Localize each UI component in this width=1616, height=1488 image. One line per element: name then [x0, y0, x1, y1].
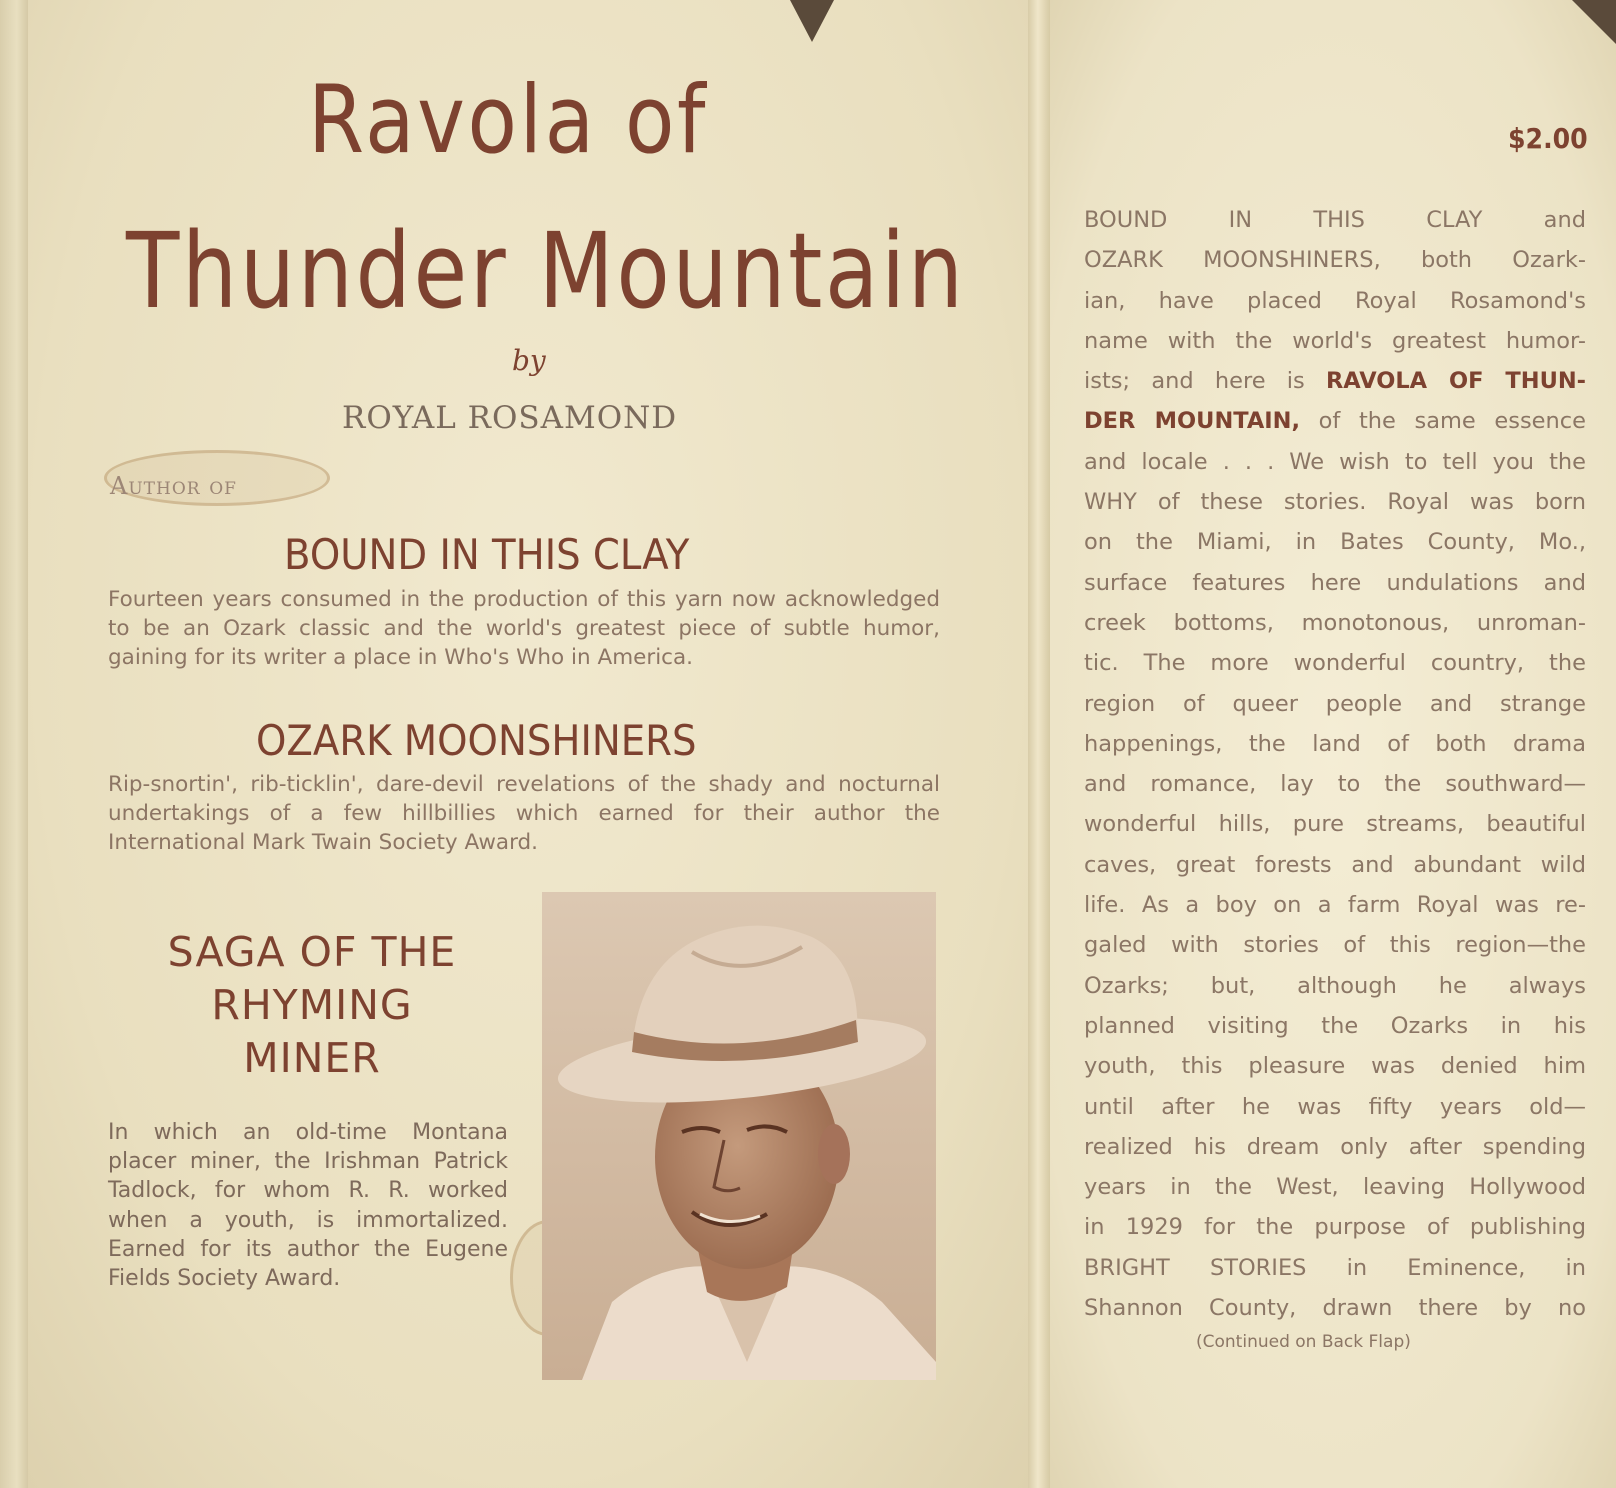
flap-text-line: [1084, 401, 1586, 441]
flap-text-line: [1084, 804, 1586, 844]
flap-text-line: [1084, 966, 1586, 1006]
flap-text-run: surface features here undulations and: [1084, 569, 1586, 596]
flap-text-run: ists; and here is: [1084, 368, 1326, 395]
flap-text-run: on the Miami, in Bates County, Mo.,: [1084, 529, 1586, 556]
saga-title: [112, 926, 512, 1085]
flap-text-run: of the same essence: [1300, 408, 1586, 435]
other-book-title: OZARK MOONSHINERS: [256, 716, 697, 765]
flap-text-bold: RAVOLA OF THUN-: [1325, 368, 1587, 395]
flap-text-run: life. As a boy on a farm Royal was re-: [1084, 892, 1586, 919]
flap-text-line: [1084, 1167, 1586, 1207]
author-name: ROYAL ROSAMOND: [342, 400, 678, 436]
flap-text-run: galed with stories of this region—the: [1084, 932, 1586, 959]
flap-text-line: [1084, 1207, 1586, 1247]
flap-text-line: [1084, 442, 1586, 482]
flap-text-line: [1084, 603, 1586, 643]
flap-text-run: BRIGHT STORIES in Eminence, in: [1084, 1254, 1586, 1281]
flap-text-line: [1084, 563, 1586, 603]
by-label: by: [512, 344, 546, 377]
flap-text-run: realized his dream only after spending: [1084, 1133, 1586, 1160]
flap-text-line: [1084, 1127, 1586, 1167]
flap-blurb: [1084, 200, 1586, 1328]
book-title-line-2: Thunder Mountain: [126, 210, 966, 332]
book-title-line-1: Ravola of: [308, 66, 709, 175]
flap-text-run: planned visiting the Ozarks in his: [1084, 1012, 1586, 1039]
flap-text-run: BOUND IN THIS CLAY and: [1084, 207, 1586, 233]
flap-text-line: [1084, 643, 1586, 683]
author-portrait-photo: [542, 892, 936, 1380]
flap-text-line: [1084, 482, 1586, 522]
flap-text-run: wonderful hills, pure streams, beautiful: [1084, 811, 1586, 838]
flap-text-run: until after he was fifty years old—: [1084, 1093, 1586, 1120]
flap-clipped-corner: [1572, 0, 1616, 44]
flap-text-line: [1084, 1006, 1586, 1046]
spine-edge: [0, 0, 29, 1488]
flap-text-run: and romance, lay to the southward—: [1084, 771, 1586, 798]
flap-text-line: [1084, 1288, 1586, 1328]
flap-text-line: [1084, 1087, 1586, 1127]
flap-text-line: [1084, 361, 1586, 401]
flap-text-run: and locale . . . We wish to tell you the: [1084, 448, 1586, 475]
flap-text-run: Shannon County, drawn there by no: [1084, 1295, 1586, 1322]
flap-text-run: ian, have placed Royal Rosamond's: [1084, 287, 1586, 314]
flap-text-line: [1084, 764, 1586, 804]
flap-text-bold: DER MOUNTAIN,: [1084, 408, 1301, 435]
continued-note: (Continued on Back Flap): [1196, 1332, 1411, 1352]
price-label: $2.00: [1508, 122, 1588, 155]
flap-text-line: [1084, 885, 1586, 925]
flap-text-run: happenings, the land of both drama: [1084, 730, 1586, 757]
flap-fold: [1028, 0, 1050, 1488]
flap-text-line: [1084, 684, 1586, 724]
flap-text-line: [1084, 200, 1586, 240]
other-book-title: BOUND IN THIS CLAY: [284, 530, 690, 579]
flap-text-run: WHY of these stories. Royal was born: [1084, 489, 1586, 516]
flap-text-line: [1084, 724, 1586, 764]
other-book-description: Rip-snortin', rib-ticklin', dare-devil revelations of the shady and nocturnal undertakings of a few hillbillies which earned for their author the International Mark Twain Society Award.: [108, 772, 940, 855]
other-book-description: Fourteen years consumed in the production of this yarn now acknowledged to be an Ozark classic and the world's greatest piece of subtle humor, gaining for its writer a place in Who's Who in America.: [108, 587, 940, 670]
torn-notch: [790, 0, 834, 42]
flap-text-run: years in the West, leaving Hollywood: [1084, 1174, 1586, 1201]
flap-text-line: [1084, 925, 1586, 965]
flap-text-run: region of queer people and strange: [1084, 690, 1586, 717]
flap-text-line: [1084, 1046, 1586, 1086]
flap-text-run: tic. The more wonderful country, the: [1084, 650, 1586, 677]
flap-text-line: [1084, 845, 1586, 885]
flap-text-run: caves, great forests and abundant wild: [1084, 851, 1586, 878]
flap-text-run: youth, this pleasure was denied him: [1084, 1053, 1586, 1080]
saga-title-line: MINER: [243, 1034, 381, 1082]
saga-title-line: RHYMING: [211, 981, 413, 1029]
flap-text-run: in 1929 for the purpose of publishing: [1084, 1214, 1586, 1241]
saga-description: In which an old-time Montana placer miner, the Irishman Patrick Tadlock, for whom R. R. worked when a youth, is immortalized. Earned for its author the Eugene Fields Society Award.: [108, 1120, 508, 1292]
flap-text-line: [1084, 522, 1586, 562]
portrait-illustration: [542, 892, 936, 1380]
flap-text-line: [1084, 240, 1586, 280]
flap-text-line: [1084, 281, 1586, 321]
flap-text-run: OZARK MOONSHINERS, both Ozark-: [1084, 247, 1586, 274]
saga-title-line: SAGA OF THE: [167, 928, 457, 976]
flap-text-run: creek bottoms, monotonous, unroman-: [1084, 609, 1586, 636]
flap-text-run: name with the world's greatest humor-: [1084, 327, 1586, 354]
author-of-label: Author of: [110, 472, 237, 500]
flap-text-run: Ozarks; but, although he always: [1084, 972, 1586, 999]
flap-text-line: [1084, 321, 1586, 361]
flap-text-line: [1084, 1248, 1586, 1288]
